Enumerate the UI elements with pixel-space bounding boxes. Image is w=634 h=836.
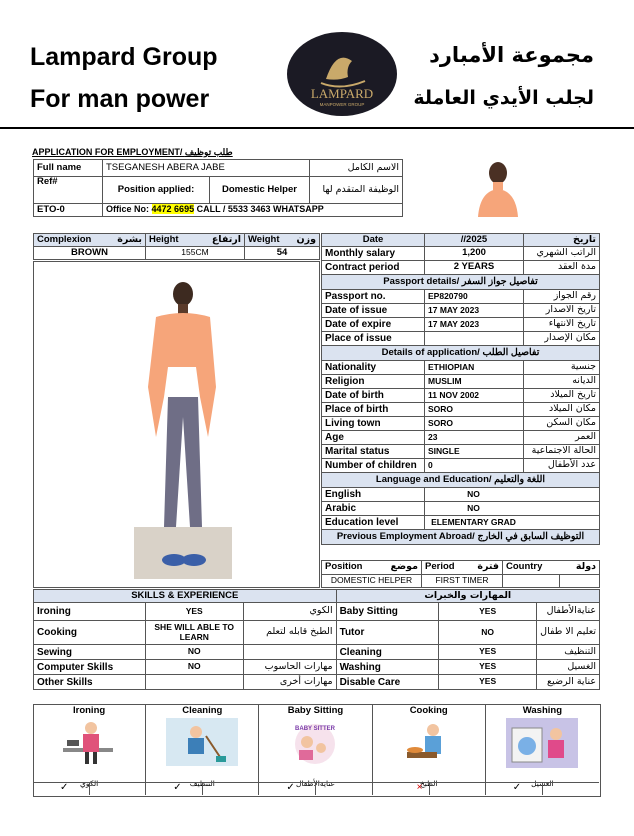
skill-card-title: Ironing — [72, 705, 106, 716]
emp-period-label-ar: فترة — [477, 561, 499, 573]
language-1-row — [322, 502, 600, 516]
position-label: Position applied: — [103, 177, 210, 204]
passport-2-label-ar: تاريخ الانتهاء — [524, 318, 600, 332]
emp-position-label: Position — [325, 561, 363, 573]
application-5-label-ar: العمر — [524, 431, 600, 445]
skill-r-val: YES — [439, 675, 537, 690]
passport-section-header: Passport details/ تفاصيل جواز السفر — [322, 275, 600, 290]
passport-1-label-ar: تاريخ الاصدار — [524, 304, 600, 318]
language-2-label: Education level — [322, 516, 425, 530]
position-label-ar: الوظيفة المتقدم لها — [310, 177, 403, 204]
skill-l-label: Ironing — [34, 603, 146, 621]
skill-row — [34, 675, 600, 690]
application-2-value: 11 NOV 2002 — [425, 389, 524, 403]
skill-card-illustration-icon — [53, 718, 125, 768]
skill-card-label-ar: التنظيف — [189, 779, 215, 788]
application-3-row — [322, 403, 600, 417]
skill-card-cleaning — [146, 704, 259, 795]
skill-r-ar: الغسيل — [537, 660, 600, 675]
skill-l-label: Cooking — [34, 621, 146, 645]
application-0-value: ETHIOPIAN — [425, 361, 524, 375]
skill-l-label: Other Skills — [34, 675, 146, 690]
company-name-ar: مجموعة الأمبارد — [429, 43, 594, 67]
office-contact — [103, 204, 403, 217]
application-0-row — [322, 361, 600, 375]
passport-3-row — [322, 332, 600, 346]
skill-card-illustration-icon — [506, 718, 578, 768]
application-1-value: MUSLIM — [425, 375, 524, 389]
application-7-label-ar: عدد الأطفال — [524, 459, 600, 473]
applicant-info-table — [33, 159, 403, 217]
application-3-value: SORO — [425, 403, 524, 417]
emp-row-period: FIRST TIMER — [422, 575, 503, 588]
details-table — [321, 233, 600, 545]
application-5-value: 23 — [425, 431, 524, 445]
language-0-row — [322, 488, 600, 502]
skill-l-val — [145, 675, 243, 690]
header-divider — [0, 127, 634, 129]
height-label-ar: ارتفاع — [211, 233, 241, 245]
application-section-header: Details of application/ تفاصيل الطلب — [322, 346, 600, 361]
skills-table — [33, 589, 600, 690]
application-7-label: Number of children — [322, 459, 425, 473]
contract-value: 2 YEARS — [425, 261, 524, 275]
application-6-row — [322, 445, 600, 459]
office-whatsapp: CALL / 5533 3463 WHATSAPP — [196, 204, 324, 215]
language-0-label: English — [322, 488, 425, 502]
applicant-photo-small — [472, 157, 524, 217]
skill-card-check-icon: ✓ — [173, 782, 182, 793]
weight-value: 54 — [245, 247, 320, 260]
baby-sitter-badge: BABY SITTER — [295, 726, 336, 732]
application-4-value: SORO — [425, 417, 524, 431]
application-0-label: Nationality — [322, 361, 425, 375]
skill-row — [34, 645, 600, 660]
skill-card-illustration-icon — [166, 718, 238, 768]
passport-0-label: Passport no. — [322, 290, 425, 304]
skills-section-en: SKILLS & EXPERIENCE — [34, 590, 337, 603]
emp-position-label-ar: موضع — [390, 561, 418, 573]
logo-subtext: MANPOWER GROUP — [319, 102, 365, 107]
passport-1-label: Date of issue — [322, 304, 425, 318]
skill-l-ar: مهارات الحاسوب — [243, 660, 336, 675]
application-4-row — [322, 417, 600, 431]
skill-l-label: Computer Skills — [34, 660, 146, 675]
skill-card-label-ar: الكوي — [79, 779, 99, 788]
passport-2-row — [322, 318, 600, 332]
skill-card-cooking — [373, 704, 486, 795]
application-1-label-ar: الديانه — [524, 375, 600, 389]
skill-l-val: NO — [145, 660, 243, 675]
date-label-ar: تاريخ — [524, 234, 600, 247]
skill-row — [34, 660, 600, 675]
contract-label: Contract period — [322, 261, 425, 275]
skill-card-illustration-icon — [393, 718, 465, 768]
skill-card-illustration-icon — [279, 718, 351, 768]
emp-row-country — [503, 575, 560, 588]
position-value: Domestic Helper — [210, 177, 310, 204]
company-name-en: Lampard Group — [30, 43, 218, 71]
height-value: 155CM — [146, 247, 245, 260]
skill-card-baby-sitting — [259, 704, 372, 795]
language-1-label: Arabic — [322, 502, 425, 516]
application-6-label-ar: الحالة الاجتماعية — [524, 445, 600, 459]
full-name-label: Full name — [34, 160, 103, 177]
language-2-value: ELEMENTARY GRAD — [425, 516, 600, 530]
passport-3-value — [425, 332, 524, 346]
weight-label: Weight — [248, 233, 280, 245]
emp-row-extra — [560, 575, 600, 588]
application-3-label-ar: مكان الميلاد — [524, 403, 600, 417]
skill-r-val: NO — [439, 621, 537, 645]
skill-card-check-icon: ✓ — [512, 782, 522, 793]
skill-card-check-icon: ✓ — [60, 782, 69, 793]
employment-section-header: Previous Employment Abroad/ التوظيف السابق في الخارج — [322, 530, 600, 545]
height-header — [146, 234, 245, 247]
complexion-value: BROWN — [34, 247, 146, 260]
skill-r-ar: عناية الرضيع — [537, 675, 600, 690]
skill-r-label: Cleaning — [336, 645, 439, 660]
passport-2-value: 17 MAY 2023 — [425, 318, 524, 332]
passport-1-row — [322, 304, 600, 318]
application-6-label: Marital status — [322, 445, 425, 459]
skill-card-label-ar: عنايةالأطفال — [295, 779, 335, 788]
passport-1-value: 17 MAY 2023 — [425, 304, 524, 318]
passport-0-label-ar: رقم الجواز — [524, 290, 600, 304]
application-title: APPLICATION FOR EMPLOYMENT/ طلب توظيف — [32, 147, 233, 157]
application-5-row — [322, 431, 600, 445]
application-2-label: Date of birth — [322, 389, 425, 403]
application-7-value: 0 — [425, 459, 524, 473]
skill-card-label-ar: الغسيل — [531, 779, 554, 788]
passport-0-value: EP820790 — [425, 290, 524, 304]
skill-card-title: Baby Sitting — [287, 705, 344, 716]
skill-r-ar: تعليم الا طفال — [537, 621, 600, 645]
weight-label-ar: وزن — [296, 233, 316, 245]
application-0-label-ar: جنسية — [524, 361, 600, 375]
ref-value: ETO-0 — [34, 204, 103, 217]
language-rows — [322, 488, 600, 530]
application-rows — [322, 361, 600, 473]
application-1-row — [322, 375, 600, 389]
language-2-row — [322, 516, 600, 530]
skill-rows — [34, 603, 600, 690]
language-1-value: NO — [425, 502, 600, 516]
skill-card-label-ar: الطبخ — [419, 779, 438, 788]
application-1-label: Religion — [322, 375, 425, 389]
passport-3-label: Place of issue — [322, 332, 425, 346]
salary-value: 1,200 — [425, 247, 524, 261]
skill-r-val: YES — [439, 660, 537, 675]
emp-period-label: Period — [425, 561, 455, 573]
company-tagline-en: For man power — [30, 85, 210, 113]
emp-country-label: Country — [506, 561, 543, 573]
skill-r-label: Disable Care — [336, 675, 439, 690]
skill-l-ar: مهارات أخرى — [243, 675, 336, 690]
passport-3-label-ar: مكان الإصدار — [524, 332, 600, 346]
passport-2-label: Date of expire — [322, 318, 425, 332]
skill-row — [34, 603, 600, 621]
skill-l-ar — [243, 645, 336, 660]
application-6-value: SINGLE — [425, 445, 524, 459]
language-section-header: Language and Education/ اللغة والتعليم — [322, 473, 600, 488]
skill-r-val: YES — [439, 645, 537, 660]
skill-card-cell-divider — [202, 782, 203, 795]
ref-label: Ref# — [34, 177, 103, 204]
skill-l-val: SHE WILL ABLE TO LEARN — [145, 621, 243, 645]
skill-r-label: Tutor — [336, 621, 439, 645]
skill-card-check-icon: ✓ — [286, 782, 295, 793]
skill-card-title: Cleaning — [182, 705, 223, 716]
skill-r-val: YES — [439, 603, 537, 621]
date-label: Date — [322, 234, 425, 247]
complexion-label-ar: بشرة — [117, 233, 142, 245]
skill-card-title: Cooking — [409, 705, 448, 716]
skill-l-val: YES — [145, 603, 243, 621]
emp-country-header — [503, 561, 600, 575]
skill-card-cell-divider — [315, 782, 316, 795]
physical-table — [33, 233, 320, 260]
passport-0-row — [322, 290, 600, 304]
skill-card-ironing — [33, 704, 146, 795]
employment-table — [321, 560, 600, 588]
skill-l-ar: الكوي — [243, 603, 336, 621]
application-2-label-ar: تاريخ الميلاد — [524, 389, 600, 403]
skill-l-val: NO — [145, 645, 243, 660]
application-4-label-ar: مكان السكن — [524, 417, 600, 431]
skill-r-ar: التنظيف — [537, 645, 600, 660]
salary-label-ar: الراتب الشهري — [524, 247, 600, 261]
passport-rows — [322, 290, 600, 346]
company-tagline-ar: لجلب الأيدي العاملة — [413, 87, 594, 109]
skill-r-label: Washing — [336, 660, 439, 675]
skills-section-ar: المهارات والخبرات — [336, 590, 599, 603]
skill-card-cell-divider — [89, 782, 90, 795]
application-4-label: Living town — [322, 417, 425, 431]
complexion-label: Complexion — [37, 233, 92, 245]
skill-r-ar: عنايةالأطفال — [537, 603, 600, 621]
skill-card-washing — [486, 704, 599, 795]
salary-label: Monthly salary — [322, 247, 425, 261]
emp-period-header — [422, 561, 503, 575]
full-name-label-ar: الاسم الكامل — [310, 160, 403, 177]
date-value: //2025 — [425, 234, 524, 247]
contract-label-ar: مدة العقد — [524, 261, 600, 275]
emp-position-header — [322, 561, 422, 575]
application-2-row — [322, 389, 600, 403]
emp-country-label-ar: دولة — [575, 561, 596, 573]
application-3-label: Place of birth — [322, 403, 425, 417]
skill-card-cell-divider — [429, 782, 430, 795]
office-call-number: 4472 6695 — [151, 204, 195, 215]
language-0-value: NO — [425, 488, 600, 502]
weight-header — [245, 234, 320, 247]
company-logo — [286, 31, 398, 117]
skill-l-label: Sewing — [34, 645, 146, 660]
skill-r-label: Baby Sitting — [336, 603, 439, 621]
applicant-photo-full — [134, 277, 232, 579]
skill-row — [34, 621, 600, 645]
skill-card-title: Washing — [522, 705, 562, 716]
office-label: Office No: — [106, 204, 150, 215]
full-name-value: TSEGANESH ABERA JABE — [103, 160, 310, 177]
logo-text: LAMPARD — [310, 86, 374, 101]
emp-row-position: DOMESTIC HELPER — [322, 575, 422, 588]
skill-card-check-icon: × — [416, 782, 423, 793]
complexion-header — [34, 234, 146, 247]
application-7-row — [322, 459, 600, 473]
skill-card-cell-divider — [542, 782, 543, 795]
skill-l-ar: الطبخ قابله لتعلم — [243, 621, 336, 645]
application-5-label: Age — [322, 431, 425, 445]
height-label: Height — [149, 233, 179, 245]
